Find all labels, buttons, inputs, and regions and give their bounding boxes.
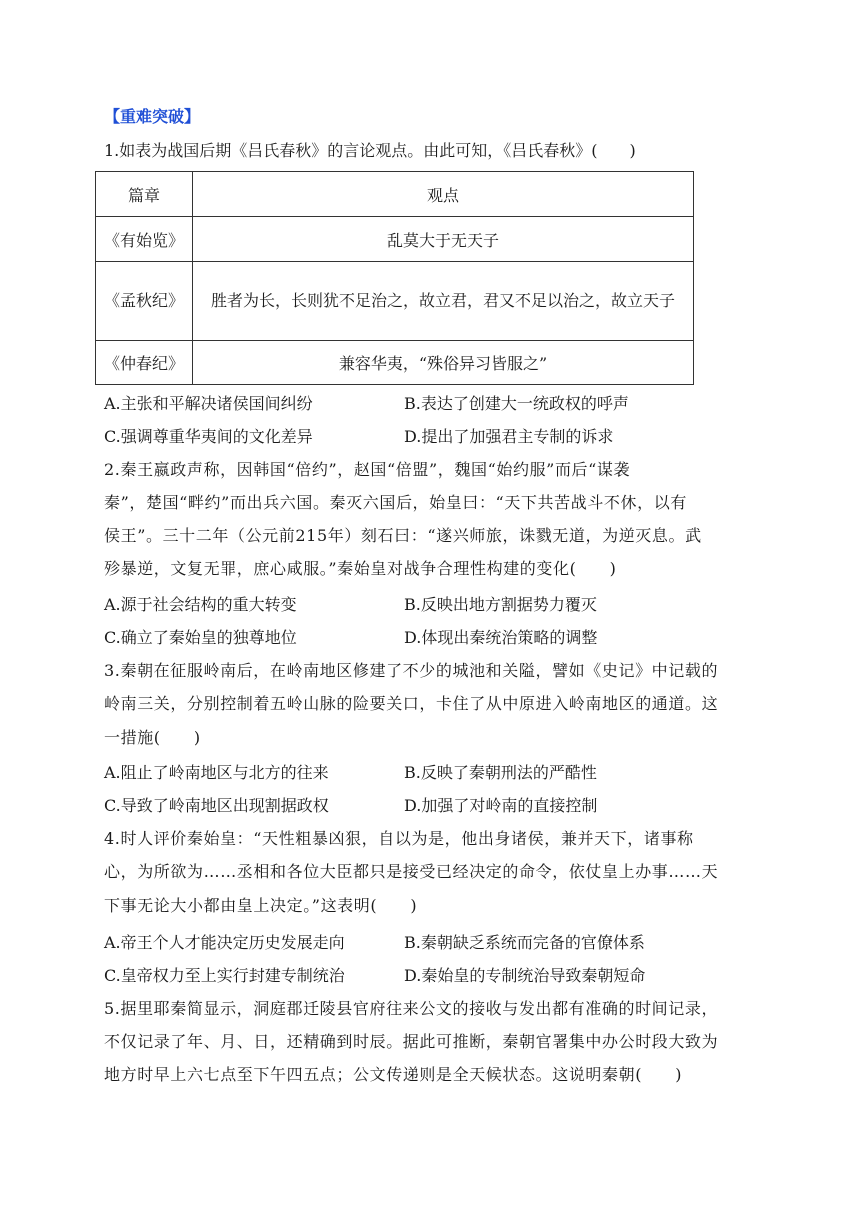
q2-option-b[interactable]: B.反映出地方割据势力覆灭 — [404, 595, 597, 614]
table-cell-chapter: 《有始览》 — [96, 217, 193, 262]
q5-line-3: 地方时早上六七点至下午四五点；公文传递则是全天候状态。这说明秦朝( ) — [104, 1065, 683, 1084]
q1-stem: 1.如表为战国后期《吕氏春秋》的言论观点。由此可知，《吕氏春秋》( ) — [104, 141, 636, 160]
q2-line-4: 殄暴逆，文复无罪，庶心咸服。”秦始皇对战争合理性构建的变化( ) — [104, 559, 617, 578]
q4-option-c[interactable]: C.皇帝权力至上实行封建专制统治 — [104, 966, 345, 985]
table-row — [96, 262, 694, 341]
q1-option-c[interactable]: C.强调尊重华夷间的文化差异 — [104, 427, 313, 446]
table-header-row — [96, 172, 694, 217]
q2-option-c[interactable]: C.确立了秦始皇的独尊地位 — [104, 628, 297, 647]
table-header-chapter: 篇章 — [96, 172, 193, 217]
q1-table — [95, 171, 694, 385]
q3-option-d[interactable]: D.加强了对岭南的直接控制 — [404, 796, 598, 815]
section-heading: 【重难突破】 — [104, 107, 201, 126]
table-cell-view: 胜者为长，长则犹不足治之，故立君，君又不足以治之，故立天子 — [193, 262, 694, 341]
table-cell-chapter: 《孟秋纪》 — [96, 262, 193, 341]
q1-option-d[interactable]: D.提出了加强君主专制的诉求 — [404, 427, 614, 446]
q2-line-1: 2.秦王嬴政声称，因韩国“倍约”，赵国“倍盟”，魏国“始约服”而后“谋袭 — [104, 460, 631, 479]
q4-option-a[interactable]: A.帝王个人才能决定历史发展走向 — [104, 933, 345, 952]
q4-line-1: 4.时人评价秦始皇：“天性粗暴凶狠，自以为是，他出身诸侯，兼并天下，诸事称 — [104, 829, 694, 848]
table-cell-chapter: 《仲春纪》 — [96, 341, 193, 385]
q3-line-2: 岭南三关，分别控制着五岭山脉的险要关口，卡住了从中原进入岭南地区的通道。这 — [104, 694, 719, 713]
table-cell-view: 乱莫大于无天子 — [193, 217, 694, 262]
q3-option-c[interactable]: C.导致了岭南地区出现割据政权 — [104, 796, 329, 815]
q1-option-a[interactable]: A.主张和平解决诸侯国间纠纷 — [104, 394, 313, 413]
q3-line-1: 3.秦朝在征服岭南后，在岭南地区修建了不少的城池和关隘，譬如《史记》中记载的 — [104, 661, 719, 680]
table-header-view: 观点 — [193, 172, 694, 217]
q3-option-b[interactable]: B.反映了秦朝刑法的严酷性 — [404, 763, 597, 782]
q4-option-d[interactable]: D.秦始皇的专制统治导致秦朝短命 — [404, 966, 646, 985]
q2-line-2: 秦”，楚国“畔约”而出兵六国。秦灭六国后，始皇曰：“天下共苦战斗不休，以有 — [104, 493, 687, 512]
q4-line-2: 心，为所欲为……丞相和各位大臣都只是接受已经决定的命令，依仗皇上办事……天 — [104, 862, 719, 881]
q1-option-b[interactable]: B.表达了创建大一统政权的呼声 — [404, 394, 629, 413]
q3-line-3: 一措施( ) — [104, 728, 201, 747]
q4-line-3: 下事无论大小都由皇上决定。”这表明( ) — [104, 896, 418, 915]
table-row — [96, 341, 694, 385]
q2-option-d[interactable]: D.体现出秦统治策略的调整 — [404, 628, 598, 647]
q2-line-3: 侯王”。三十二年（公元前215年）刻石曰：“遂兴师旅，诛戮无道，为逆灭息。武 — [104, 526, 702, 545]
q5-line-1: 5.据里耶秦简显示，洞庭郡迁陵县官府往来公文的接收与发出都有准确的时间记录， — [104, 999, 719, 1018]
q2-option-a[interactable]: A.源于社会结构的重大转变 — [104, 595, 297, 614]
q4-option-b[interactable]: B.秦朝缺乏系统而完备的官僚体系 — [404, 933, 645, 952]
q3-option-a[interactable]: A.阻止了岭南地区与北方的往来 — [104, 763, 329, 782]
table-row — [96, 217, 694, 262]
q5-line-2: 不仅记录了年、月、日，还精确到时辰。据此可推断，秦朝官署集中办公时段大致为 — [104, 1032, 719, 1051]
table-cell-view: 兼容华夷，“殊俗异习皆服之” — [193, 341, 694, 385]
